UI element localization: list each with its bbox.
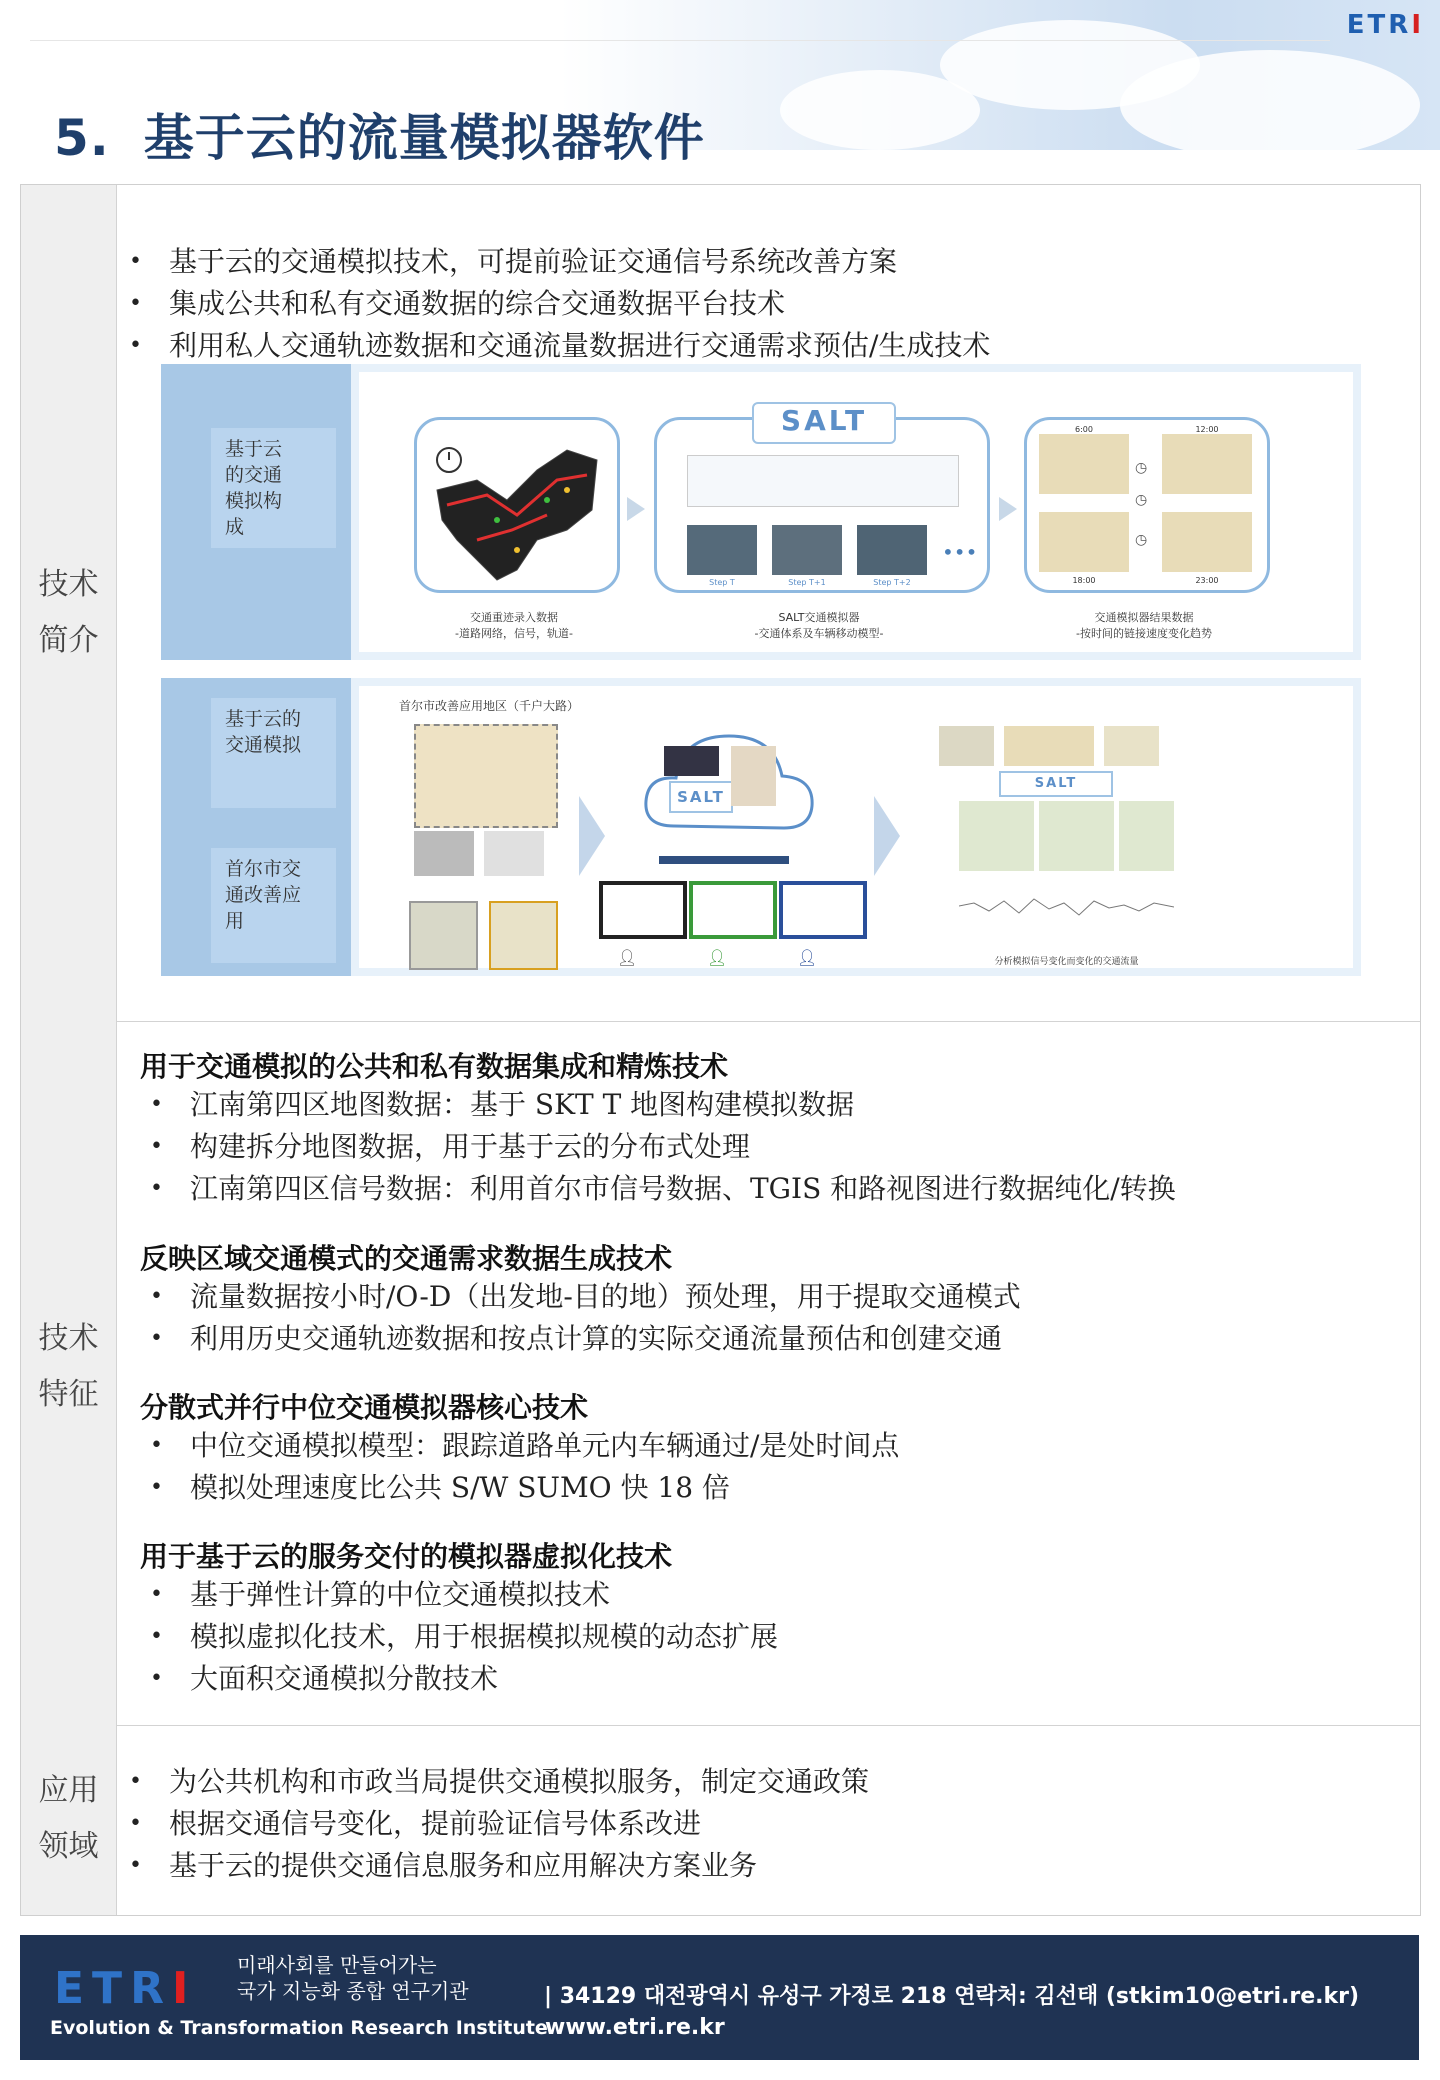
list-item: • 根据交通信号变化，提前验证信号体系改进 [129,1803,869,1845]
diagram-seoul-application [161,678,1361,976]
result-data-frame: 6:00 12:00 18:00 23:00 ◷ ◷ ◷ [1024,417,1270,593]
intro-bullet-list [129,241,990,367]
salt-logo: SALT [669,781,733,813]
feature-list [150,1084,1176,1210]
monitor-icon [599,881,687,939]
monitor-icon [779,881,867,939]
list-item: • 模拟处理速度比公共 S/W SUMO 快 18 倍 [150,1467,899,1509]
footer-website-link[interactable]: www.etri.re.kr [545,2015,725,2040]
map-screenshot [731,746,776,806]
step-screenshot [687,525,757,575]
diagram-panel [359,372,1353,652]
etri-logo: ETRI [1346,10,1424,40]
clock-icon: ◷ [1135,532,1148,548]
list-item: • 大面积交通模拟分散技术 [150,1658,778,1700]
title-text: 基于云的流量模拟器软件 [143,109,705,167]
area-map-image [414,724,558,828]
speed-map-thumbnail [1162,434,1252,494]
info-table [20,184,1421,1916]
row-label-tech-features: 技术 特征 [21,1021,117,1725]
result-caption: 分析模拟信号变化而变化的交通流量 [994,957,1139,967]
clock-icon: ◷ [1135,460,1148,476]
row-label-tech-intro: 技术 简介 [21,185,117,1021]
user-icon: 👤︎ [797,948,818,967]
feature-list [150,1425,899,1509]
header-divider [30,40,1330,41]
flow-arrow-icon [999,497,1017,521]
list-item: • 利用私人交通轨迹数据和交通流量数据进行交通需求预估/生成技术 [129,325,990,367]
list-item: • 基于弹性计算的中位交通模拟技术 [150,1574,778,1616]
road-network-frame [414,417,620,593]
list-item: • 基于云的提供交通信息服务和应用解决方案业务 [129,1845,869,1887]
diagram-side-label-box: 首尔市交通改善应用 [211,848,336,963]
list-item: • 江南第四区信号数据：利用首尔市信号数据、TGIS 和路视图进行数据纯化/转换 [150,1168,1176,1210]
flow-arrow-icon [874,796,900,876]
salt-logo: SALT [999,771,1113,797]
feature-heading: 分散式并行中位交通模拟器核心技术 [140,1391,589,1424]
speed-map-thumbnail [1039,512,1129,572]
footer-slogan-line-2: 국가 지능화 종합 연구기관 [237,1979,469,2003]
feature-heading: 反映区域交通模式的交通需求数据生成技术 [140,1242,673,1275]
result-map-thumbnail [1119,801,1174,871]
list-item: • 利用历史交通轨迹数据和按点计算的实际交通流量预估和创建交通 [150,1318,1021,1360]
clock-icon: ◷ [1135,492,1148,508]
footer-etri-logo: ETRI [54,1963,197,2014]
flow-arrow-icon [627,497,645,521]
diagram-panel [359,686,1353,968]
footer [20,1935,1419,2060]
mesoscale-model-box [687,455,959,507]
list-item: • 构建拆分地图数据，用于基于云的分布式处理 [150,1126,1176,1168]
diagram-side-label-box: 基于云的交通模拟构成 [211,428,336,548]
row-content-tech-features [117,1021,1420,1725]
list-item: • 集成公共和私有交通数据的综合交通数据平台技术 [129,283,990,325]
simulation-screenshot [664,746,719,776]
intersection-image [414,831,474,876]
feature-list [150,1574,778,1700]
list-item: • 为公共机构和市政当局提供交通模拟服务，制定交通政策 [129,1761,869,1803]
result-map-thumbnail [959,801,1034,871]
result-map-thumbnail [1039,801,1114,871]
monitor-icon [689,881,777,939]
signal-plan-before [409,901,478,970]
salt-logo: SALT [752,402,896,444]
list-item: • 江南第四区地图数据：基于 SKT T 地图构建模拟数据 [150,1084,1176,1126]
diagram-cloud-simulation-structure [161,364,1361,660]
intersection-diagram [484,831,544,876]
footer-slogan-line-1: 미래사회를 만들어가는 [237,1953,437,1977]
more-dots-icon: ••• [942,540,978,564]
list-item: • 模拟虚拟化技术，用于根据模拟规模的动态扩展 [150,1616,778,1658]
row-content-applications [117,1725,1420,1915]
user-icon: 👤︎ [617,948,638,967]
footer-english-name: Evolution & Transformation Research Institute [50,2017,548,2039]
applications-bullet-list [129,1761,869,1887]
user-icon: 👤︎ [707,948,728,967]
server-bar [659,856,789,864]
row-tech-features [21,1021,1420,1726]
salt-simulator-frame: SALT ••• Step T Step T+1 Step T+2 [654,417,990,593]
traffic-volume-chart-image [959,881,1174,931]
road-network-map-image [417,420,617,590]
list-item: • 流量数据按小时/O-D（出发地-目的地）预处理，用于提取交通模式 [150,1276,1021,1318]
section-number: 5. [54,109,110,167]
signal-plan-thumbnail [1104,726,1159,766]
speed-map-thumbnail [1162,512,1252,572]
footer-address: | 34129 대전광역시 유성구 가정로 218 연락처: 김선태 (stkim10@etri.re.kr) [544,1984,1360,2009]
caption-result-data: 交通模拟器结果数据 -按时间的链接速度变化趋势 [1076,611,1212,640]
speed-map-thumbnail [1039,434,1129,494]
corridor-map-thumbnail [1004,726,1094,766]
caption-salt-simulator: SALT交通模拟器 -交通体系及车辆移动模型- [754,611,884,640]
diagram-side-label-box: 基于云的交通模拟 [211,698,336,808]
row-tech-intro [21,185,1420,1022]
feature-heading: 用于基于云的服务交付的模拟器虚拟化技术 [140,1540,673,1573]
area-title: 首尔市改善应用地区（千户大路） [399,699,580,713]
signal-plan-thumbnail [939,726,994,766]
row-label-applications: 应用 领域 [21,1725,117,1915]
feature-list [150,1276,1021,1360]
flow-arrow-icon [579,796,605,876]
feature-heading: 用于交通模拟的公共和私有数据集成和精炼技术 [140,1050,729,1083]
list-item: • 中位交通模拟模型：跟踪道路单元内车辆通过/是处时间点 [150,1425,899,1467]
signal-plan-after [489,901,558,970]
caption-input-data: 交通重迹录入数据 -道路网络，信号，轨道- [455,611,573,640]
row-applications [21,1725,1420,1915]
list-item: • 基于云的交通模拟技术，可提前验证交通信号系统改善方案 [129,241,990,283]
step-screenshot [857,525,927,575]
step-screenshot [772,525,842,575]
page-title [54,98,705,170]
